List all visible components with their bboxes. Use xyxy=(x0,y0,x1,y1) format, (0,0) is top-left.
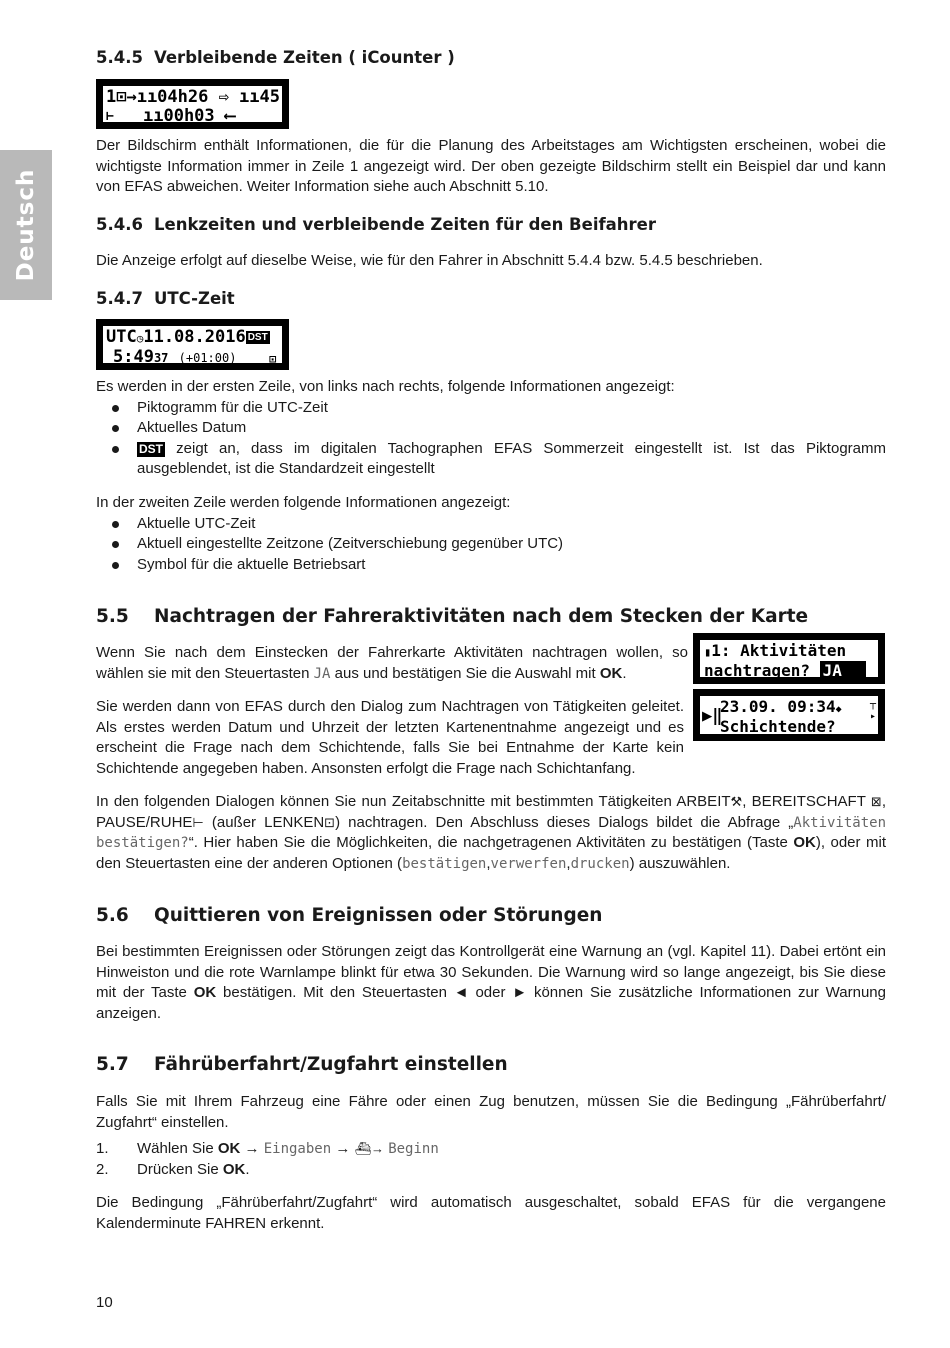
paragraph-text: Sie werden dann von EFAS durch den Dialog zum Nachtragen von Tätigkeiten geleitet. Als erstes werden Datum und Uhrzeit der letzten Kartenentnahme angezeigt und es erscheint die Frage nach dem Schichtende, falls Sie bei Entnahme der Karte kein Schichtende angegeben haben. Ansonsten erfolgt die Frage nach Schichtanfang. xyxy=(96,698,684,777)
lcd-schichtende-line-2: Schichtende? xyxy=(720,717,836,736)
section-heading xyxy=(96,606,886,627)
section-heading xyxy=(96,905,886,926)
paragraph: Falls Sie mit Ihrem Fahrzeug eine Fähre oder einen Zug benutzen, müssen Sie die Bedingung „Fährüberfahrt/ Zugfahrt“ einstellen. xyxy=(96,1093,886,1131)
language-tab-label: Deutsch xyxy=(13,168,39,282)
lcd-nachtragen-line-2: nachtragen? JA xyxy=(704,661,866,681)
card-icon: ▮ xyxy=(704,645,712,659)
section-title: Quittieren von Ereignissen oder Störungen xyxy=(154,905,603,926)
list-item: 2. Drücken Sie OK. xyxy=(96,1160,250,1178)
bullet-list xyxy=(96,514,886,576)
paragraph: Die Bedingung „Fährüberfahrt/Zugfahrt“ wird automatisch ausgeschaltet, sobald EFAS für die vergangene Kalenderminute FAHREN erkennt. xyxy=(96,1194,886,1232)
section-title: UTC-Zeit xyxy=(154,289,235,308)
lcd-line-1: 1⊡→ıı04h26 ⇨ ıı45' xyxy=(106,87,291,107)
section-heading xyxy=(96,1054,886,1075)
list-item: Aktuelles Datum xyxy=(96,418,886,439)
scroll-icon: ┬ ▸| xyxy=(870,699,883,722)
list-item: 1. Wählen Sie OK → Eingaben → ⛴→ Beginn xyxy=(96,1140,439,1157)
lcd-utc-line-1: UTC◷11.08.2016 DST xyxy=(106,327,268,347)
work-icon: ⚒ xyxy=(730,794,743,809)
paragraph: Es werden in der ersten Zeile, von links nach rechts, folgende Informationen angezeigt: Piktogramm für die UTC-Zeit Aktuelles Datum DST zeigt an, dass im digitalen Tachographen EFAS Sommerzeit eingestellt ist. Ist das Piktogramm ausgeblendet, ist die Standardzeit eingestellt xyxy=(96,377,886,480)
section-title: Lenkzeiten und verbleibende Zeiten für den Beifahrer xyxy=(154,215,657,234)
paragraph: Der Bildschirm enthält Informationen, die für die Planung des Arbeitstages am Wichtigsten erscheinen, wobei die wichtigste Information immer in Zeile 1 angezeigt wird. Der oben gezeigte Bildschirm stellt ein Beispiel dar und kann von EFAS abweichen. Weiter Information siehe auch Abschnitt 5.10. xyxy=(96,137,886,195)
paragraph: Wenn Sie nach dem Einstecken der Fahrerkarte Aktivitäten nachtragen wollen, so wählen sie mit den Steuertasten JA aus und bestätigen Sie die Auswahl mit OK. xyxy=(96,644,688,682)
bullet-list xyxy=(96,398,886,480)
paragraph xyxy=(96,697,886,779)
play-pause-icon: ▶‖ xyxy=(702,706,723,726)
lcd-nachtragen-display xyxy=(693,633,885,684)
paragraph: Die Anzeige erfolgt auf dieselbe Weise, wie für den Fahrer in Abschnitt 5.4.4 bzw. 5.4.5 beschrieben. xyxy=(96,252,763,269)
dst-badge: DST xyxy=(139,441,163,456)
section-title: Nachtragen der Fahreraktivitäten nach dem Stecken der Karte xyxy=(154,606,809,627)
dst-badge: DST xyxy=(247,332,268,343)
clock-icon: ◷ xyxy=(136,332,144,345)
list-item: Piktogramm für die UTC-Zeit xyxy=(96,398,886,419)
list-item: Aktuelle UTC-Zeit xyxy=(96,514,886,535)
rest-icon: ⊢ xyxy=(192,814,204,830)
section-number: 5.4.7 xyxy=(96,289,143,308)
list-item: DST zeigt an, dass im digitalen Tachographen EFAS Sommerzeit eingestellt ist. Ist das Piktogramm ausgeblendet, ist die Standardzeit eingestellt xyxy=(96,439,886,480)
section-number: 5.7 xyxy=(96,1054,129,1075)
section-number: 5.4.6 xyxy=(96,215,143,234)
lcd-line-2: ıı00h03 ⟵ xyxy=(143,106,236,126)
section-title: Fährüberfahrt/Zugfahrt einstellen xyxy=(154,1054,508,1075)
mode-icon: ⊡ xyxy=(269,352,277,366)
drive-icon: ⊡ xyxy=(324,814,336,830)
section-title: Verbleibende Zeiten ( iCounter ) xyxy=(154,48,455,67)
list-item: Symbol für die aktuelle Betriebsart xyxy=(96,555,886,576)
lcd-schichtende-line-1: 23.09. 09:34◆ xyxy=(720,697,842,716)
lcd-utc-display xyxy=(96,319,289,370)
section-heading xyxy=(96,289,886,308)
section-heading xyxy=(96,215,886,234)
lcd-nachtragen-line-1: ▮1: Aktivitäten xyxy=(704,641,847,660)
ferry-icon: ⛴→ xyxy=(354,1141,385,1156)
section-heading xyxy=(96,48,886,67)
section-number: 5.4.5 xyxy=(96,48,143,67)
list-item: Aktuell eingestellte Zeitzone (Zeitverschiebung gegenüber UTC) xyxy=(96,534,886,555)
paragraph: In den folgenden Dialogen können Sie nun Zeitabschnitte mit bestimmten Tätigkeiten ARBEIT⚒, BEREITSCHAFT ⊠, PAUSE/RUHE⊢ (außer LENKEN⊡) nachtragen. Den Abschluss dieses Dialogs bildet die Abfrage „Aktivitäten bestätigen?“. Hier haben Sie die Möglichkeiten, die nachgetragenen Aktivitäten zu bestätigen (Taste OK), oder mit den Steuertasten eine der anderen Optionen (bestätigen,verwerfen,drucken) auszuwählen. xyxy=(96,793,886,872)
section-number: 5.5 xyxy=(96,606,129,627)
numbered-list xyxy=(96,1139,886,1180)
bed-icon: ⊢ xyxy=(106,109,114,124)
page-number: 10 xyxy=(96,1294,113,1311)
paragraph: In der zweiten Zeile werden folgende Informationen angezeigt: Aktuelle UTC-Zeit Aktuell eingestellte Zeitzone (Zeitverschiebung gegenüber UTC) Symbol für die aktuelle Betriebsart xyxy=(96,493,886,575)
lcd-utc-line-2: 5:4937 (+01:00) xyxy=(113,347,237,367)
availability-icon: ⊠ xyxy=(870,794,882,809)
lcd-icounter-display xyxy=(96,79,289,129)
language-tab xyxy=(0,150,52,300)
paragraph: Bei bestimmten Ereignissen oder Störungen zeigt das Kontrollgerät eine Warnung an (vgl. Kapitel 11). Dabei ertönt ein Hinweiston und die rote Warnlampe blinkt für etwa 30 Sekunden. Die Warnung wird so lange angezeigt, bis Sie diese mit der Taste OK bestätigen. Mit den Steuertasten ◄ oder ► können Sie zusätzliche Informationen zur Warnung anzeigen. xyxy=(96,943,886,1022)
section-number: 5.6 xyxy=(96,905,129,926)
